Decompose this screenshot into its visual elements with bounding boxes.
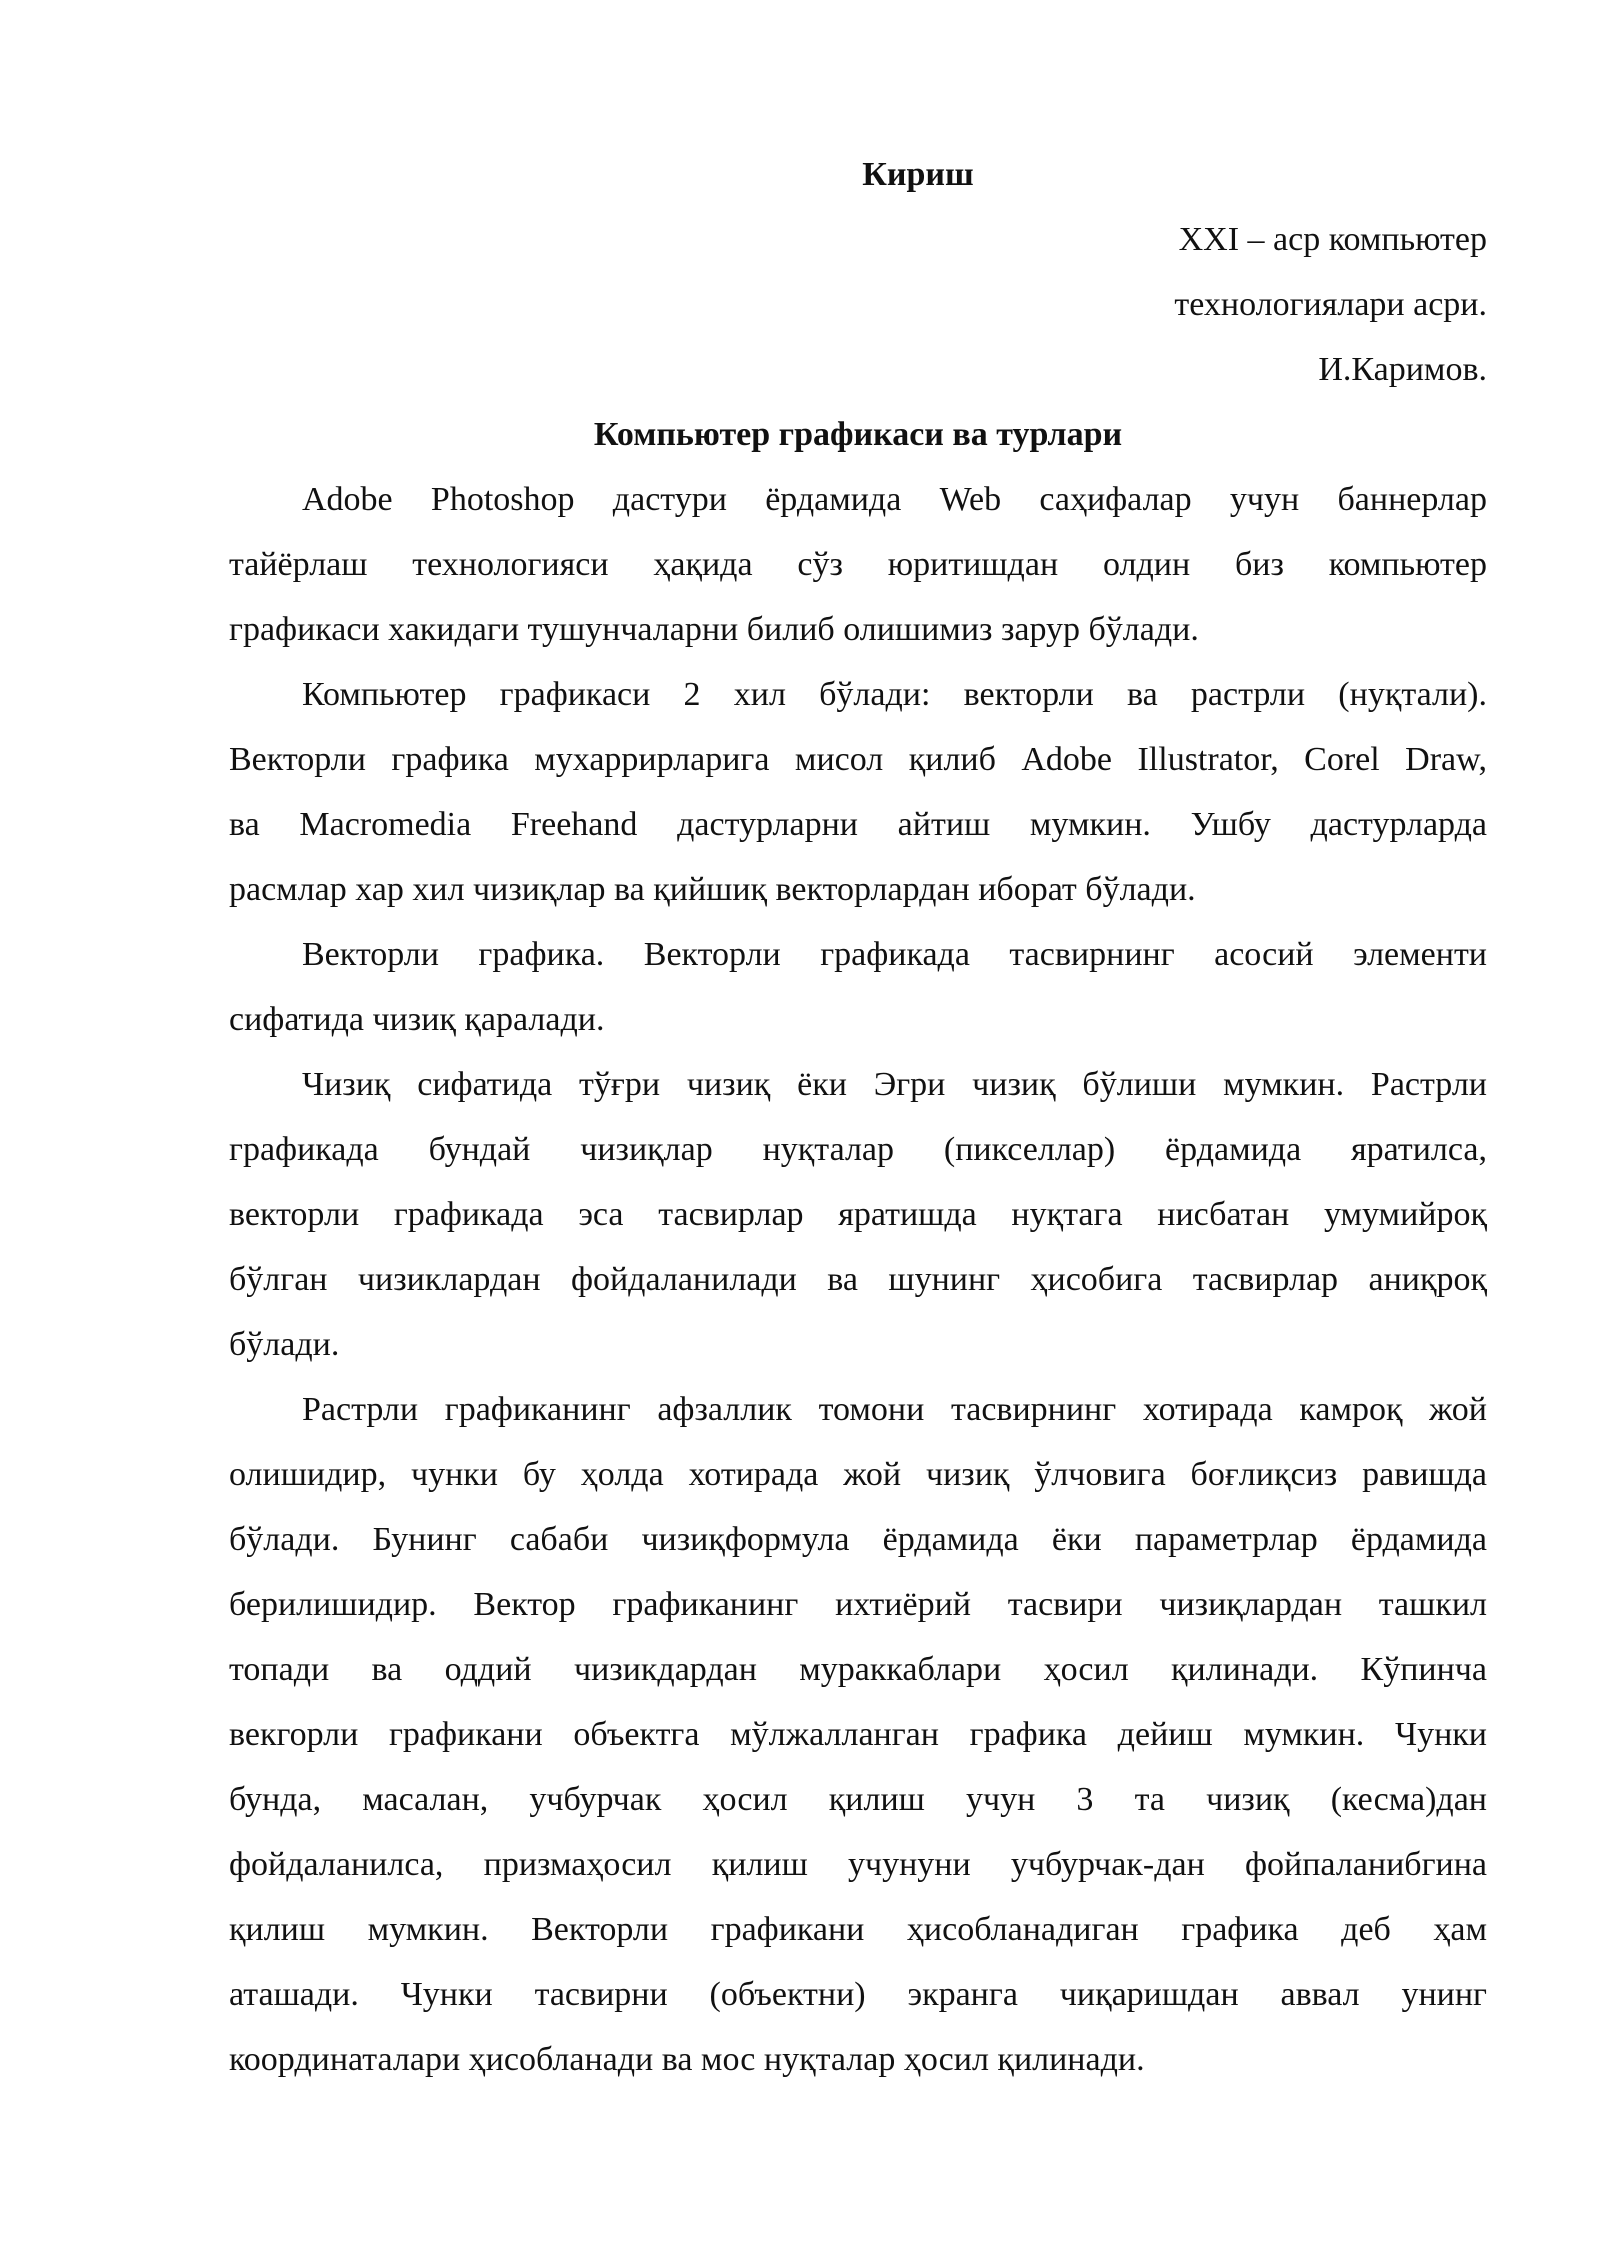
paragraph — [229, 662, 1487, 922]
text-line: графикада бундай чизиқлар нуқталар (пикселлар) ёрдамида яратилса, — [229, 1131, 1487, 1168]
text-line: векторли графикада эса тасвирлар яратишда нуқтага нисбатан умумийроқ — [229, 1196, 1487, 1233]
text-line: топади ва оддий чизикдардан мураккаблари ҳосил қилинади. Кўпинча — [229, 1651, 1487, 1688]
text-line: бўлади. Бунинг сабаби чизиқформула ёрдамида ёки параметрлар ёрдамида — [229, 1521, 1487, 1558]
page-title: Кириш — [862, 156, 974, 193]
document-page — [229, 142, 1487, 2092]
paragraph — [229, 1377, 1487, 2092]
text-line: ва Macromedia Freehand дастурларни айтиш мумкин. Ушбу дастурларда — [229, 806, 1487, 843]
text-line: бўлади. — [229, 1326, 340, 1363]
paragraph — [229, 922, 1487, 1052]
text-line: координаталари ҳисобланади ва мос нуқталар ҳосил қилинади. — [229, 2041, 1145, 2078]
text-line: бунда, масалан, учбурчак ҳосил қилиш учун 3 та чизиқ (кесма)дан — [229, 1781, 1487, 1818]
epigraph-author: И.Каримов. — [1318, 351, 1487, 388]
text-line: қилиш мумкин. Векторли графикани ҳисобланадиган графика деб ҳам — [229, 1911, 1487, 1948]
text-line: фойдаланилса, призмаҳосил қилиш учунуни учбурчак-дан фойпаланибгина — [229, 1846, 1487, 1883]
text-line: сифатида чизиқ қаралади. — [229, 1001, 605, 1038]
text-line: графикаси хакидаги тушунчаларни билиб олишимиз зарур бўлади. — [229, 611, 1199, 648]
text-line: расмлар хар хил чизиқлар ва қийшиқ векторлардан иборат бўлади. — [229, 871, 1196, 908]
epigraph-line: XXI – аср компьютер — [1178, 221, 1487, 258]
text-line: тайёрлаш технологияси ҳақида сўз юритишдан олдин биз компьютер — [229, 546, 1487, 583]
section-title: Компьютер графикаси ва турлари — [593, 416, 1123, 453]
text-line: аташади. Чунки тасвирни (объектни) экранга чиқаришдан аввал унинг — [229, 1976, 1487, 2013]
text-line: бўлган чизиклардан фойдаланилади ва шунинг ҳисобига тасвирлар аниқроқ — [229, 1261, 1487, 1298]
text-line: Чизиқ сифатида тўғри чизиқ ёки Эгри чизиқ бўлиши мумкин. Растрли — [302, 1066, 1487, 1103]
paragraph — [229, 467, 1487, 662]
paragraph — [229, 1052, 1487, 1377]
text-line: Растрли графиканинг афзаллик томони тасвирнинг хотирада камроқ жой — [302, 1391, 1487, 1428]
epigraph-line: технологиялари асри. — [1174, 286, 1487, 323]
text-line: Векторли графика. Векторли графикада тасвирнинг асосий элементи — [302, 936, 1487, 973]
text-line: векгорли графикани объектга мўлжалланган графика дейиш мумкин. Чунки — [229, 1716, 1487, 1753]
text-line: Компьютер графикаси 2 хил бўлади: векторли ва растрли (нуқтали). — [302, 676, 1487, 713]
text-line: Векторли графика мухаррирларига мисол қилиб Adobe Illustrator, Corel Draw, — [229, 741, 1487, 778]
text-line: берилишидир. Вектор графиканинг ихтиёрий тасвири чизиқлардан ташкил — [229, 1586, 1487, 1623]
text-line: олишидир, чунки бу ҳолда хотирада жой чизиқ ўлчовига боғлиқсиз равишда — [229, 1456, 1487, 1493]
text-line: Adobe Photoshop дастури ёрдамида Web саҳифалар учун баннерлар — [302, 481, 1487, 518]
